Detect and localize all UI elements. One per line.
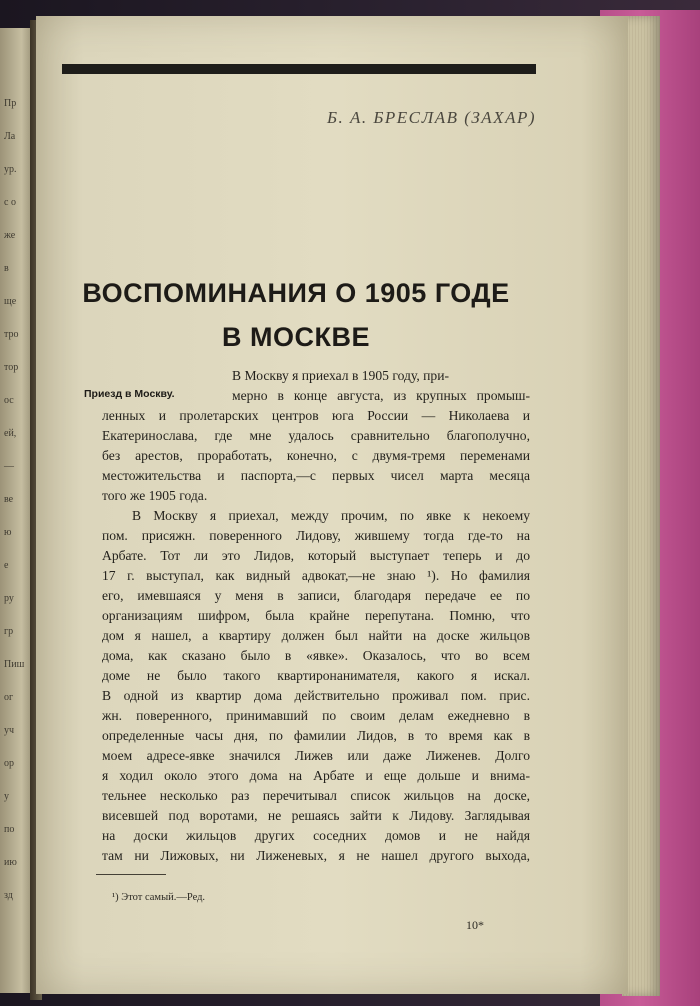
text-line: дом я нашел, а квартиру должен был найти на доске жильцов [102,628,530,643]
left-page-text-fragment: ию [4,857,17,868]
left-page-text-fragment: ру [4,593,14,604]
header-rule [62,64,536,74]
text-line: доме не было такого квартиронанимателя, какого я искал. [102,668,530,683]
text-line: В Москву я приехал, между прочим, по явке к некоему [132,508,530,523]
title-line-1: ВОСПОМИНАНИЯ О 1905 ГОДЕ [82,278,510,308]
left-page-text-fragment: же [4,230,16,241]
left-page-text-fragment: с о [4,197,16,208]
text-line: В Москву я приехал в 1905 году, при- [232,368,450,383]
text-line: мерно в конце августа, из крупных промыш- [232,388,530,403]
left-page-text-fragment: гр [4,626,14,637]
text-line: его, имевшаяся у меня в записи, благодаря передаче ее по [102,588,530,603]
text-line: жн. поверенного, принимавший по своим делам ежедневно в [102,708,530,723]
left-page-text-fragment: тро [4,329,19,340]
book-page [36,16,628,994]
text-line: определенные часы дня, по фамилии Лидов, в то время как в [102,728,530,743]
left-page-text-fragment: Пиш [4,659,25,670]
text-line: 17 г. выступал, как видный адвокат,—не знаю ¹). Но фамилия [102,568,530,583]
text-line: на доски жильцов других соседних домов и не найдя [102,828,530,843]
text-line: дома, как сказано было в «явке». Оказалось, что во всем [102,648,530,663]
left-page-text-fragment: ей, [4,428,17,439]
left-page-text-fragment: зд [4,890,13,901]
left-page-text-fragment: уч [4,725,15,736]
text-line: я ходил около этого дома на Арбате и еще дольше и внима- [102,768,530,783]
left-page-text-fragment: по [4,824,15,835]
left-page-text-fragment: ще [4,296,17,307]
text-line: там ни Лижовых, ни Лиженевых, я не нашел другого выхода, [102,848,530,863]
left-page-text-fragment: у [4,791,9,802]
left-page-text-fragment: ю [4,527,12,538]
left-page-text-fragment: ве [4,494,14,505]
margin-note: Приезд в Москву. [84,388,175,400]
left-page-text-fragment: ог [4,692,14,703]
text-line: тельнее несколько раз перечитывал список жильцов на доске, [102,788,530,803]
left-page-text-fragment: — [4,461,14,472]
text-line: того же 1905 года. [102,488,208,503]
left-page-text-fragment: Ла [4,131,16,142]
text-line: ленных и пролетарских центров юга России — Николаева и [102,408,530,423]
left-page-text-fragment: тор [4,362,19,373]
footnote-rule [96,874,166,875]
left-page-text-fragment: ор [4,758,14,769]
text-line: организациям шифром, была крайне перепутана. Помню, что [102,608,530,623]
title-line-2: В МОСКВЕ [222,322,370,352]
text-line: местожительства и паспорта,—с первых чисел марта месяца [102,468,530,483]
author-name: Б. А. БРЕСЛАВ (ЗАХАР) [326,108,536,127]
footnote: ¹) Этот самый.—Ред. [112,892,206,903]
left-page-text-fragment: в [4,263,9,274]
left-page-text-fragment: ос [4,395,14,406]
text-line: без арестов, проработать, конечно, с двумя-тремя переменами [102,448,530,463]
text-line: Екатеринослава, где мне удалось сравнительно благополучно, [102,428,530,443]
text-line: В одной из квартир дома действительно проживал пом. прис. [102,688,530,703]
left-page-text-fragment: ур. [4,164,17,175]
text-line: Арбате. Тот ли это Лидов, который выступает теперь и до [102,548,530,563]
left-page-text-fragment: Пр [4,98,17,109]
text-line: моем адресе-явке значился Лижев или даже Лиженев. Долго [102,748,530,763]
text-line: висевшей под воротами, не решаясь зайти к Лидову. Заглядывая [102,808,530,823]
left-page-text-fragment: е [4,560,9,571]
text-line: пом. присяжн. поверенного Лидову, жившему тогда где-то на [102,528,530,543]
page-number: 10* [466,918,484,932]
